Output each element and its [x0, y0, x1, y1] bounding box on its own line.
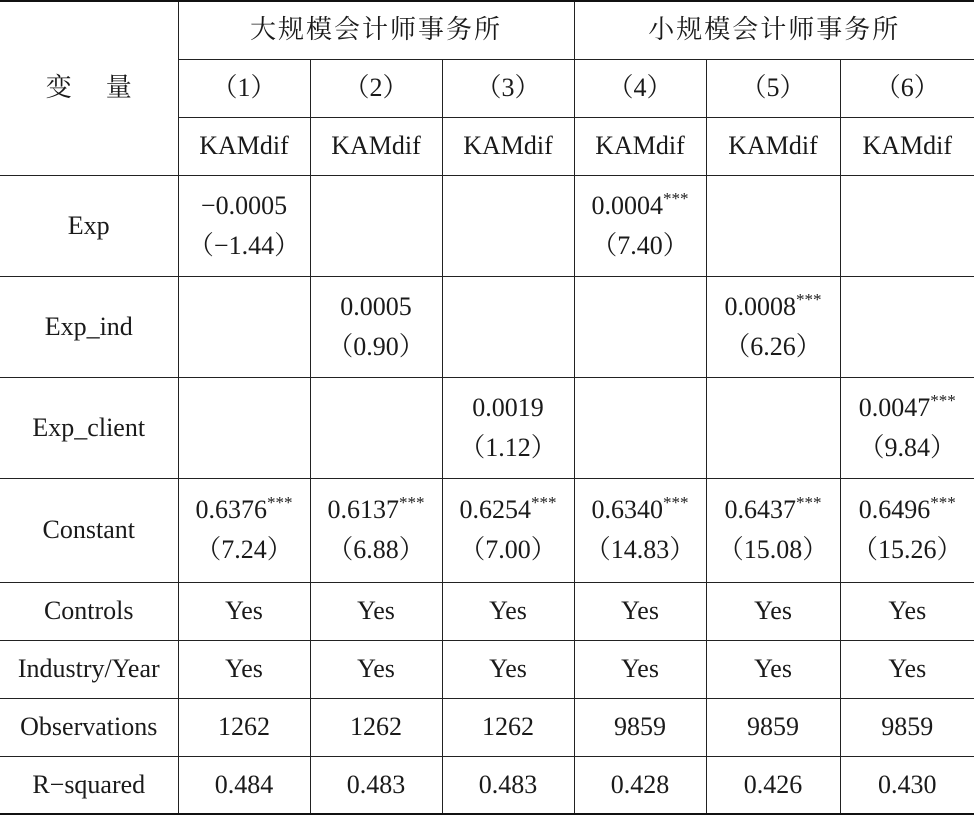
row-label: Constant: [0, 478, 178, 582]
col-number: （2）: [310, 59, 442, 117]
cell-value: 0.430: [840, 756, 974, 814]
coef-value: 0.6376: [195, 495, 267, 524]
coef-cell: [840, 478, 974, 582]
significance-stars: ***: [399, 493, 425, 512]
row-label: Industry/Year: [0, 640, 178, 698]
cell-value: Yes: [178, 640, 310, 698]
cell-value: 0.483: [310, 756, 442, 814]
cell-value: 1262: [310, 698, 442, 756]
coef-cell: [178, 478, 310, 582]
coef-value: 0.0047: [858, 392, 931, 422]
row-observations: [0, 698, 974, 756]
coef-value: 0.6340: [591, 495, 664, 524]
coef-value: 0.6496: [858, 495, 931, 524]
coef-cell: [442, 377, 574, 478]
empty-cell: [178, 377, 310, 478]
dep-var: KAMdif: [574, 117, 706, 175]
cell-value: Yes: [574, 582, 706, 640]
t-statistic: （9.84）: [858, 432, 957, 462]
dep-var: KAMdif: [706, 117, 840, 175]
significance-stars: ***: [663, 493, 689, 512]
coef-value: 0.0019: [472, 392, 544, 422]
coef-value: 0.6254: [459, 495, 532, 524]
t-statistic: （14.83）: [584, 535, 696, 564]
empty-cell: [310, 175, 442, 276]
cell-value: 0.426: [706, 756, 840, 814]
t-statistic: （0.90）: [327, 331, 425, 361]
coef-value: 0.0004: [591, 190, 664, 220]
dep-var: KAMdif: [310, 117, 442, 175]
significance-stars: ***: [796, 289, 822, 309]
group-small-firms: 小规模会计师事务所: [574, 1, 974, 59]
t-statistic: （7.40）: [591, 230, 689, 260]
dep-var: KAMdif: [840, 117, 974, 175]
coef-cell: [310, 276, 442, 377]
header-group-row: [0, 1, 974, 59]
coef-cell: [574, 175, 706, 276]
empty-cell: [840, 175, 974, 276]
t-statistic: （6.26）: [724, 331, 822, 361]
significance-stars: ***: [267, 493, 293, 512]
t-statistic: （7.00）: [459, 535, 557, 564]
col-number: （5）: [706, 59, 840, 117]
row-r-squared: [0, 756, 974, 814]
cell-value: Yes: [574, 640, 706, 698]
significance-stars: ***: [531, 493, 557, 512]
significance-stars: ***: [930, 390, 956, 410]
row-label: Exp_client: [0, 377, 178, 478]
empty-cell: [574, 276, 706, 377]
row-label: R−squared: [0, 756, 178, 814]
cell-value: 9859: [840, 698, 974, 756]
t-statistic: （15.08）: [717, 535, 829, 564]
group-large-firms: 大规模会计师事务所: [178, 1, 574, 59]
cell-value: 0.483: [442, 756, 574, 814]
row-label: Controls: [0, 582, 178, 640]
col-number: （4）: [574, 59, 706, 117]
row-exp-ind: [0, 276, 974, 377]
coef-cell: [442, 478, 574, 582]
row-label: Exp_ind: [0, 276, 178, 377]
cell-value: Yes: [706, 640, 840, 698]
row-controls: [0, 582, 974, 640]
col-number: （3）: [442, 59, 574, 117]
empty-cell: [706, 377, 840, 478]
coef-value: 0.6137: [327, 495, 399, 524]
coef-cell: [706, 478, 840, 582]
empty-cell: [840, 276, 974, 377]
significance-stars: ***: [796, 493, 822, 512]
coef-cell: [310, 478, 442, 582]
cell-value: Yes: [310, 582, 442, 640]
t-statistic: （1.12）: [459, 432, 557, 462]
coef-cell: [706, 276, 840, 377]
cell-value: 9859: [574, 698, 706, 756]
coef-value: −0.0005: [200, 190, 288, 220]
t-statistic: （6.88）: [327, 535, 425, 564]
cell-value: Yes: [310, 640, 442, 698]
cell-value: 9859: [706, 698, 840, 756]
row-label: Exp: [0, 175, 178, 276]
cell-value: 1262: [178, 698, 310, 756]
empty-cell: [310, 377, 442, 478]
row-constant: [0, 478, 974, 582]
dep-var: KAMdif: [178, 117, 310, 175]
significance-stars: ***: [930, 493, 956, 512]
row-exp: [0, 175, 974, 276]
coef-value: 0.0008: [724, 291, 797, 321]
cell-value: 0.428: [574, 756, 706, 814]
coef-value: 0.6437: [724, 495, 797, 524]
variable-header: 变量: [0, 1, 178, 175]
cell-value: Yes: [442, 640, 574, 698]
cell-value: Yes: [178, 582, 310, 640]
significance-stars: ***: [663, 188, 689, 208]
coef-cell: [574, 478, 706, 582]
empty-cell: [706, 175, 840, 276]
row-label: Observations: [0, 698, 178, 756]
t-statistic: （15.26）: [852, 535, 963, 564]
coef-cell: [840, 377, 974, 478]
cell-value: Yes: [706, 582, 840, 640]
t-statistic: （−1.44）: [187, 230, 301, 260]
row-exp-client: [0, 377, 974, 478]
empty-cell: [178, 276, 310, 377]
coef-value: 0.0005: [340, 291, 412, 321]
cell-value: 1262: [442, 698, 574, 756]
empty-cell: [442, 175, 574, 276]
col-number: （6）: [840, 59, 974, 117]
cell-value: Yes: [442, 582, 574, 640]
cell-value: Yes: [840, 640, 974, 698]
cell-value: 0.484: [178, 756, 310, 814]
empty-cell: [574, 377, 706, 478]
t-statistic: （7.24）: [195, 535, 293, 564]
coef-cell: [178, 175, 310, 276]
dep-var: KAMdif: [442, 117, 574, 175]
col-number: （1）: [178, 59, 310, 117]
row-industry-year: [0, 640, 974, 698]
empty-cell: [442, 276, 574, 377]
cell-value: Yes: [840, 582, 974, 640]
